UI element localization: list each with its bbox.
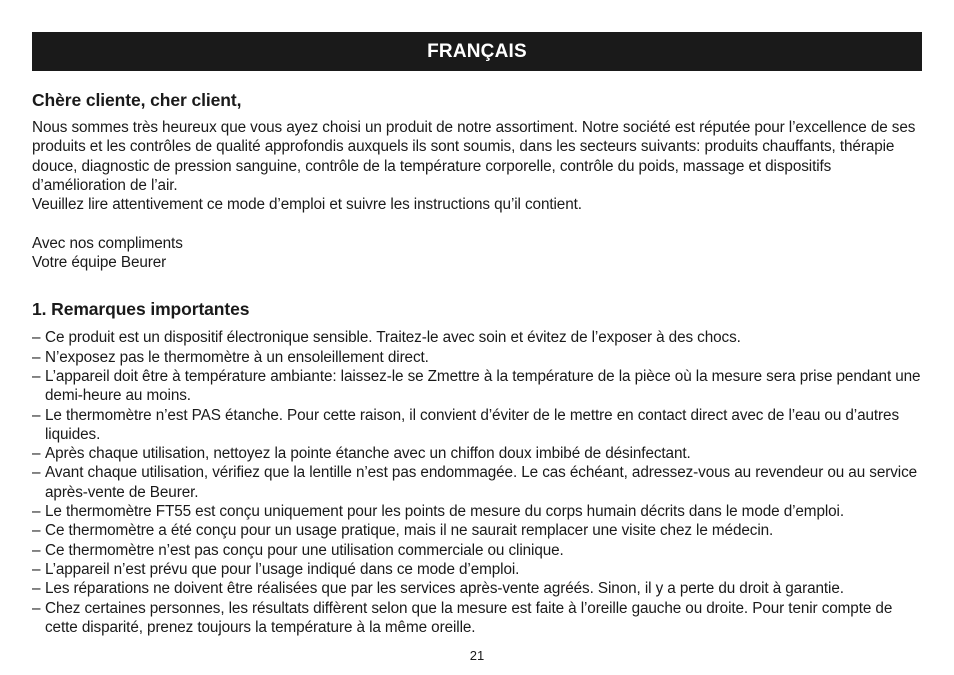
section-title-remarks: 1. Remarques importantes [32,299,250,320]
list-item: – Le thermomètre FT55 est conçu uniquement pour les points de mesure du corps humain décrits dans le mode d’emploi. [32,502,924,521]
list-item: – L’appareil doit être à température ambiante: laissez-le se Zmettre à la température de la pièce où la mesure sera prise pendant une demi-heure au moins. [32,367,924,406]
list-item: – Chez certaines personnes, les résultats diffèrent selon que la mesure est faite à l’oreille gauche ou droite. Pour tenir compte de cette disparité, prenez toujours la température à la même oreille. [32,599,924,638]
list-item: – Avant chaque utilisation, vérifiez que la lentille n’est pas endommagée. Le cas échéant, adressez-vous au revendeur ou au service après-vente de Beurer. [32,463,924,502]
closing-line: Avec nos compliments [32,234,183,252]
list-item: – Ce produit est un dispositif électronique sensible. Traitez-le avec soin et évitez de l’exposer à des chocs. [32,328,924,347]
list-item: – Ce thermomètre n’est pas conçu pour une utilisation commerciale ou clinique. [32,541,924,560]
list-item: – Après chaque utilisation, nettoyez la pointe étanche avec un chiffon doux imbibé de désinfectant. [32,444,924,463]
greeting-heading: Chère cliente, cher client, [32,90,242,110]
remarks-list [32,328,924,637]
page-number: 21 [469,648,485,663]
list-item: – L’appareil n’est prévu que pour l’usage indiqué dans ce mode d’emploi. [32,560,924,579]
list-item: – N’exposez pas le thermomètre à un ensoleillement direct. [32,348,924,367]
document-body [32,89,924,637]
list-item: – Les réparations ne doivent être réalisées que par les services après-vente agréés. Sinon, il y a perte du droit à garantie. [32,579,924,598]
signature-line: Votre équipe Beurer [32,254,167,272]
instructions-paragraph: Veuillez lire attentivement ce mode d’emploi et suivre les instructions qu’il contient. [32,196,582,214]
spacer [32,214,924,233]
language-title: FRANÇAIS [427,40,527,62]
intro-paragraph: Nous sommes très heureux que vous ayez choisi un produit de notre assortiment. Notre société est réputée pour l’excellence de ses produits et les contrôles de qualité approfondis auxquels ils sont soumis, dans les secteurs suivants: produits chauffants, thérapie douce, diagnostic de pression sanguine, contrôle de la température corporelle, contrôle du poids, massage et dispositifs d’amélioration de l’air. [32,119,916,194]
list-item: – Ce thermomètre a été conçu pour un usage pratique, mais il ne saurait remplacer une visite chez le médecin. [32,521,924,540]
list-item: – Le thermomètre n’est PAS étanche. Pour cette raison, il convient d’éviter de le mettre en contact direct avec de l’eau ou d’autres liquides. [32,406,924,445]
language-banner [32,32,922,71]
